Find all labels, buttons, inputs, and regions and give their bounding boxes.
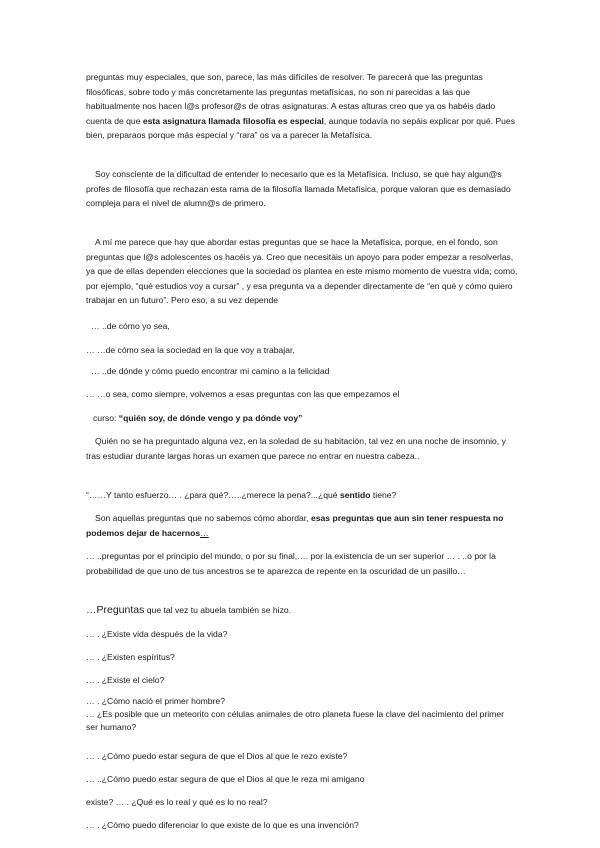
text-run: … . ¿Cómo nació el primer hombre? (86, 696, 225, 706)
list-line-como-yo-sea (91, 319, 523, 334)
text-run: … . ¿Cómo puedo diferenciar lo que existe de lo que es una invención? (86, 820, 359, 830)
text-run: … . ¿Existen espíritus? (86, 652, 175, 662)
question-espiritus (86, 650, 518, 665)
paragraph-aquellas-preguntas (86, 511, 518, 540)
text-run: “……Y tanto esfuerzo… . ¿para qué?…..¿merece la pena?...¿qué (86, 490, 340, 500)
question-meteorito (86, 708, 518, 733)
paragraph-soledad (86, 434, 518, 463)
text-run: A mí me parece que hay que abordar estas preguntas que se hace la Metafísica, porque, en el fondo, son preguntas que l@s adolescentes os hacéis ya. Creo que necesitáis un apoyo para poder empezar a resolverlas, ya que de ellas dependen elecciones que la sociedad os plantea en este mismo momento de vuestra vida; como, por ejemplo, “qué estudios voy a cursar” , y esa pregunta va a depender directamente de “en qué y cómo quiero trabajar en un futuro”. Pero eso, a su vez depende (86, 237, 518, 306)
text-run: … ..de cómo yo sea, (91, 321, 170, 331)
text-run: … . ¿Existe el cielo? (86, 675, 165, 685)
quote-quien-soy (93, 411, 525, 426)
bold-text: esta asignatura llamada filosofía es especial (142, 115, 324, 126)
list-line-volvemos (86, 387, 518, 402)
list-line-sociedad (86, 343, 518, 358)
question-primer-hombre (86, 696, 518, 707)
bold-text: sentido (339, 490, 371, 500)
text-run: Quién no se ha preguntado alguna vez, en la soledad de su habitación, tal vez en una noche de insomnio, y tras estudiar durante largas horas un examen que parece no entrar en nuestra cabeza.. (86, 436, 506, 461)
text-run: … . ¿Existe vida después de la vida? (86, 629, 228, 639)
text-run: Son aquellas preguntas que no sabemos cómo abordar, (95, 513, 311, 523)
underlined-text: … (200, 527, 209, 538)
text-run: tiene? (370, 490, 397, 500)
paragraph-metafisica-intro (86, 70, 518, 143)
bold-text: “quién soy, de dónde vengo y pa dónde voy” (118, 413, 303, 423)
list-line-felicidad (91, 364, 523, 379)
paragraph-principio-mundo (86, 549, 518, 578)
text-run: … …de cómo sea la sociedad en la que voy a trabajar, (86, 345, 295, 355)
question-dios-rezo (86, 749, 518, 764)
text-run: Soy consciente de la dificultad de entender lo necesario que es la Metafísica. Incluso, se que hay algun@s profes de filosofía que rechazan esta rama de la filosofía llamada Metafísica, porque valoran que es demasiado compleja para el nivel de alumn@s de primero. (86, 169, 511, 209)
bold-text: esas preguntas que aun sin tener respuesta no podemos dejar de hacernos (86, 513, 504, 538)
question-dios-amigano (86, 772, 518, 787)
text-run: curso: (93, 413, 119, 423)
paragraph-adolescentes (86, 235, 518, 308)
text-run: … . ¿Cómo puedo estar segura de que el Dios al que le rezo existe? (86, 751, 348, 761)
text-run: … ¿Es posible que un meteorito con células animales de otro planeta fuese la clave del nacimiento del primer ser humano? (86, 709, 504, 732)
text-run: … ..¿Cómo puedo estar segura de que el Dios al que le reza mi amigano (86, 774, 365, 784)
question-cielo (86, 673, 518, 688)
quote-esfuerzo (86, 488, 518, 503)
text-run: … …o sea, como siempre, volvemos a esas preguntas con las que empezamos el (86, 389, 400, 399)
text-run: preguntas muy especiales, que son, parece, las más difíciles de resolver. Te parecerá que las preguntas filosóficas, sobre todo y más concretamente las preguntas metafísicas, no son ni parecidas a las que habitualmente nos hacen l@s profesor@s de otras asignaturas. A estas alturas creo que ya os habéis dado cuenta de que (86, 72, 496, 126)
question-vida-despues (86, 627, 518, 642)
text-run: Preguntas (96, 604, 145, 616)
text-run: , aunque todavía no sepáis explicar por qué. Pues bien, preparaos porque más especial y “rara” os va a parecer la Metafísica. (86, 115, 516, 141)
text-run: … ..preguntas por el principio del mundo, o por su final,…. por la existencia de un ser superior … . ..o por la probabilidad de que uno de tus ancestros se te aparezca de repente en la oscuridad de un pasillo… (86, 551, 496, 576)
text-run: existe? … . ¿Qué es lo real y qué es lo no real? (86, 797, 268, 807)
question-existe-invencion (86, 818, 518, 833)
text-run: … (86, 604, 97, 616)
line-preguntas-abuela (86, 603, 518, 618)
text-run: … ..de dónde y cómo puedo encontrar mi camino a la felicidad (91, 366, 330, 376)
text-run: que tal vez tu abuela también se hizo. (144, 605, 292, 615)
paragraph-dificultad (86, 167, 518, 211)
question-real-no-real (86, 795, 518, 810)
